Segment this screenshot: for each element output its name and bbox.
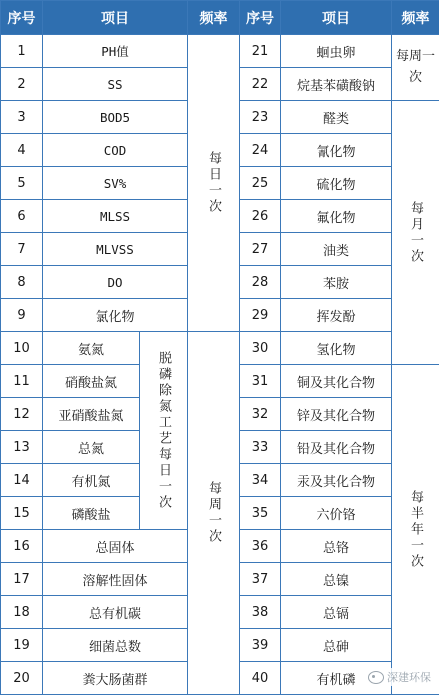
item-name: SS [43, 68, 188, 101]
frequency-weekly-right: 每周一 次 [392, 35, 439, 101]
item-name: 锌及其化合物 [281, 398, 392, 431]
item-name: 铅及其化合物 [281, 431, 392, 464]
table-row [1, 332, 439, 365]
row-number: 29 [240, 299, 281, 332]
row-number: 25 [240, 167, 281, 200]
row-number: 4 [1, 134, 43, 167]
item-name: 有机磷 [281, 662, 392, 695]
item-name: PH值 [43, 35, 188, 68]
row-number: 32 [240, 398, 281, 431]
row-number: 33 [240, 431, 281, 464]
row-number: 28 [240, 266, 281, 299]
wechat-icon [368, 671, 384, 684]
item-name: 总氮 [43, 431, 140, 464]
item-name: 氢化物 [281, 332, 392, 365]
row-number: 19 [1, 629, 43, 662]
item-name: 氟化物 [281, 200, 392, 233]
row-number: 1 [1, 35, 43, 68]
row-number: 17 [1, 563, 43, 596]
item-name: MLSS [43, 200, 188, 233]
frequency-daily: 每日一次 [188, 35, 240, 332]
item-name: BOD5 [43, 101, 188, 134]
item-name: 细菌总数 [43, 629, 188, 662]
header-item-left: 项目 [43, 1, 188, 35]
row-number: 15 [1, 497, 43, 530]
frequency-half-year: 每半年一次 [392, 365, 439, 695]
row-number: 26 [240, 200, 281, 233]
table-row [1, 35, 439, 68]
item-name: 氰化物 [281, 134, 392, 167]
row-number: 16 [1, 530, 43, 563]
watermark-text: 深建环保 [387, 669, 431, 685]
item-name: 总镍 [281, 563, 392, 596]
item-name: 硝酸盐氮 [43, 365, 140, 398]
row-number: 9 [1, 299, 43, 332]
frequency-weekly-left: 每周一次 [188, 332, 240, 695]
item-name: 苯胺 [281, 266, 392, 299]
item-name: 烷基苯磺酸钠 [281, 68, 392, 101]
row-number: 37 [240, 563, 281, 596]
item-name: 总有机碳 [43, 596, 188, 629]
row-number: 35 [240, 497, 281, 530]
item-name: 氨氮 [43, 332, 140, 365]
row-number: 8 [1, 266, 43, 299]
row-number: 7 [1, 233, 43, 266]
row-number: 31 [240, 365, 281, 398]
item-name: 汞及其化合物 [281, 464, 392, 497]
item-name: 总固体 [43, 530, 188, 563]
item-name: 亚硝酸盐氮 [43, 398, 140, 431]
item-name: 醛类 [281, 101, 392, 134]
row-number: 27 [240, 233, 281, 266]
item-name: 硫化物 [281, 167, 392, 200]
row-number: 11 [1, 365, 43, 398]
item-name: MLVSS [43, 233, 188, 266]
row-number: 2 [1, 68, 43, 101]
header-item-right: 项目 [281, 1, 392, 35]
item-name: 总砷 [281, 629, 392, 662]
row-number: 40 [240, 662, 281, 695]
header-freq-left: 频率 [188, 1, 240, 35]
item-name: 六价铬 [281, 497, 392, 530]
item-name: 挥发酚 [281, 299, 392, 332]
item-name: 粪大肠菌群 [43, 662, 188, 695]
row-number: 3 [1, 101, 43, 134]
row-number: 6 [1, 200, 43, 233]
item-name: 有机氮 [43, 464, 140, 497]
item-name: 铜及其化合物 [281, 365, 392, 398]
header-no-right: 序号 [240, 1, 281, 35]
item-name: COD [43, 134, 188, 167]
row-number: 34 [240, 464, 281, 497]
row-number: 22 [240, 68, 281, 101]
row-number: 12 [1, 398, 43, 431]
frequency-monthly: 每月一次 [392, 101, 439, 365]
row-number: 30 [240, 332, 281, 365]
row-number: 38 [240, 596, 281, 629]
header-row [1, 1, 439, 35]
row-number: 23 [240, 101, 281, 134]
item-name: 蛔虫卵 [281, 35, 392, 68]
row-number: 14 [1, 464, 43, 497]
item-name: 油类 [281, 233, 392, 266]
item-name: 总铬 [281, 530, 392, 563]
row-number: 21 [240, 35, 281, 68]
item-name: 溶解性固体 [43, 563, 188, 596]
row-number: 5 [1, 167, 43, 200]
row-number: 20 [1, 662, 43, 695]
row-number: 36 [240, 530, 281, 563]
row-number: 10 [1, 332, 43, 365]
row-number: 18 [1, 596, 43, 629]
header-freq-right: 频率 [392, 1, 439, 35]
row-number: 24 [240, 134, 281, 167]
watermark [366, 668, 433, 686]
item-name: 总镉 [281, 596, 392, 629]
frequency-nitrogen-phosphorus-note: 脱磷除氮工艺每日一次 [140, 332, 188, 530]
item-name: DO [43, 266, 188, 299]
row-number: 39 [240, 629, 281, 662]
item-name: SV% [43, 167, 188, 200]
header-no-left: 序号 [1, 1, 43, 35]
item-name: 磷酸盐 [43, 497, 140, 530]
item-name: 氯化物 [43, 299, 188, 332]
row-number: 13 [1, 431, 43, 464]
